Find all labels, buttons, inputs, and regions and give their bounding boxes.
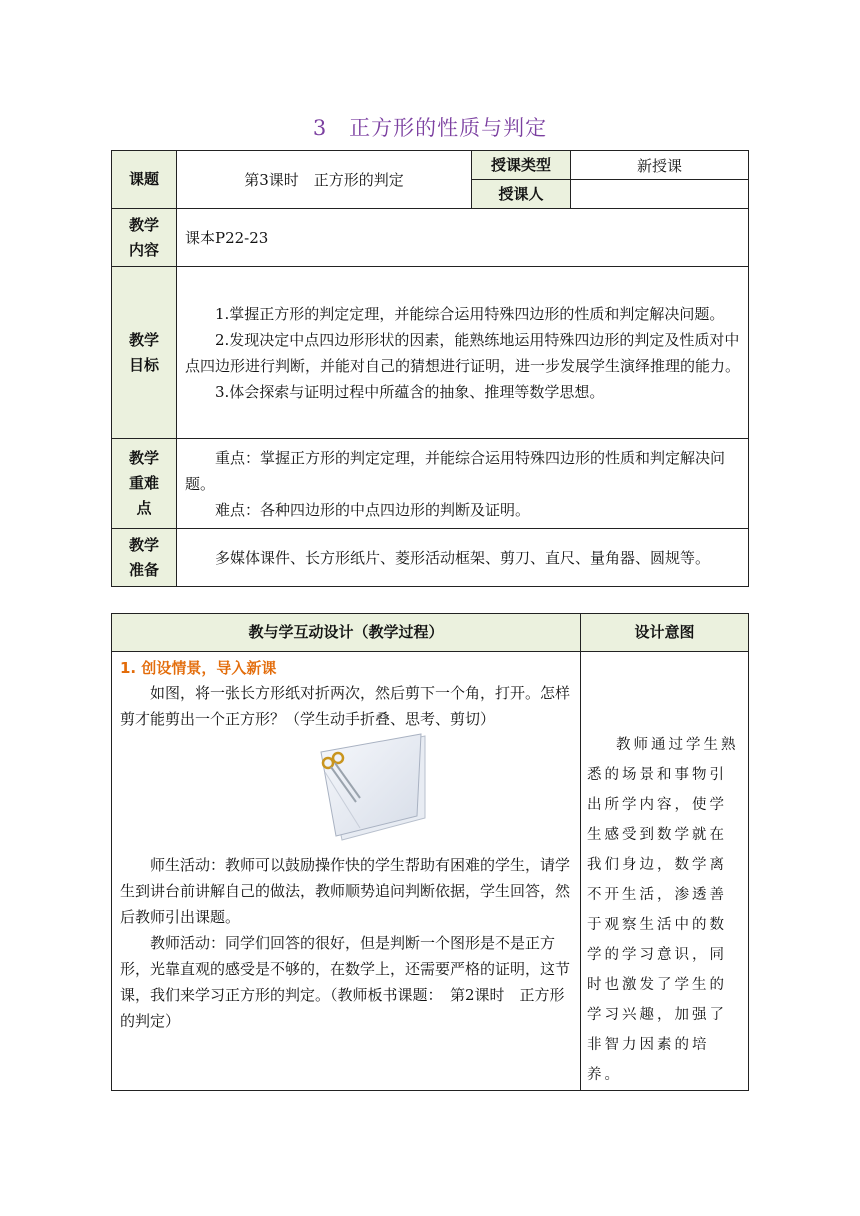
key-point: 难点：各种四边形的中点四边形的判断及证明。 xyxy=(215,500,531,519)
design-intent-text: 教师通过学生熟悉的场景和事物引出所学内容，使学生感受到数学就在我们身边，数学离不开生活，渗透善于观察生活中的数学的学习意识，同时也激发了学生的学习兴趣，加强了非智力因素的培养。 xyxy=(587,737,739,1083)
process-paragraph: 师生活动：教师可以鼓励操作快的学生帮助有困难的学生，请学生到讲台前讲解自己的做法，教师顺势追问判断依据，学生回答，然后教师引出课题。 xyxy=(120,856,571,926)
process-paragraph: 教师活动：同学们回答的很好，但是判断一个图形是不是正方形，光靠直观的感受是不够的，在数学上，还需要严格的证明，这节课，我们来学习正方形的判定。（教师板书课题： 第2课时 正方形的判定） xyxy=(120,934,571,1030)
content-label-text: 教学内容 xyxy=(128,215,159,259)
lesson-info-table xyxy=(111,150,749,587)
section-heading: 1. 创设情景，导入新课 xyxy=(120,659,277,677)
teacher-label: 授课人 xyxy=(472,180,571,209)
class-type-label: 授课类型 xyxy=(472,151,571,180)
process-cell xyxy=(112,652,581,1091)
goal-item: 2.发现决定中点四边形形状的因素，能熟练地运用特殊四边形的判定及性质对中点四边形进行判断，并能对自己的猜想进行证明，进一步发展学生演绎推理的能力。 xyxy=(185,330,741,375)
topic-value: 第3课时 正方形的判定 xyxy=(177,151,472,209)
process-paragraph: 如图，将一张长方形纸对折两次，然后剪下一个角，打开。怎样剪才能剪出一个正方形？（学生动手折叠、思考、剪切） xyxy=(120,684,571,728)
prep-value: 多媒体课件、长方形纸片、菱形活动框架、剪刀、直尺、量角器、圆规等。 xyxy=(215,548,711,567)
topic-label: 课题 xyxy=(112,151,177,209)
intent-cell xyxy=(581,652,749,1091)
prep-label-text: 教学准备 xyxy=(128,535,159,579)
content-value: 课本P22-23 xyxy=(177,209,749,267)
key-point: 重点：掌握正方形的判定定理，并能综合运用特殊四边形的性质和判定解决问题。 xyxy=(185,448,726,493)
process-header: 教与学互动设计（教学过程） xyxy=(112,614,581,652)
goals-cell xyxy=(177,267,749,439)
class-type-value: 新授课 xyxy=(571,151,749,180)
key-points-cell xyxy=(177,439,749,529)
key-label-text: 教学重难点 xyxy=(128,449,159,517)
prep-label xyxy=(112,529,177,587)
folded-paper-scissors-illustration xyxy=(120,732,572,852)
page-title: 3 正方形的性质与判定 xyxy=(312,116,548,140)
teaching-process-table xyxy=(111,613,749,1091)
goals-label xyxy=(112,267,177,439)
prep-cell xyxy=(177,529,749,587)
goals-label-text: 教学目标 xyxy=(128,330,159,374)
teacher-value xyxy=(571,180,749,209)
intent-header: 设计意图 xyxy=(581,614,749,652)
key-label xyxy=(112,439,177,529)
paper-scissors-icon xyxy=(120,732,573,852)
goal-item: 3.体会探索与证明过程中所蕴含的抽象、推理等数学思想。 xyxy=(215,382,605,401)
content-label xyxy=(112,209,177,267)
goal-item: 1.掌握正方形的判定定理，并能综合运用特殊四边形的性质和判定解决问题。 xyxy=(215,304,725,323)
